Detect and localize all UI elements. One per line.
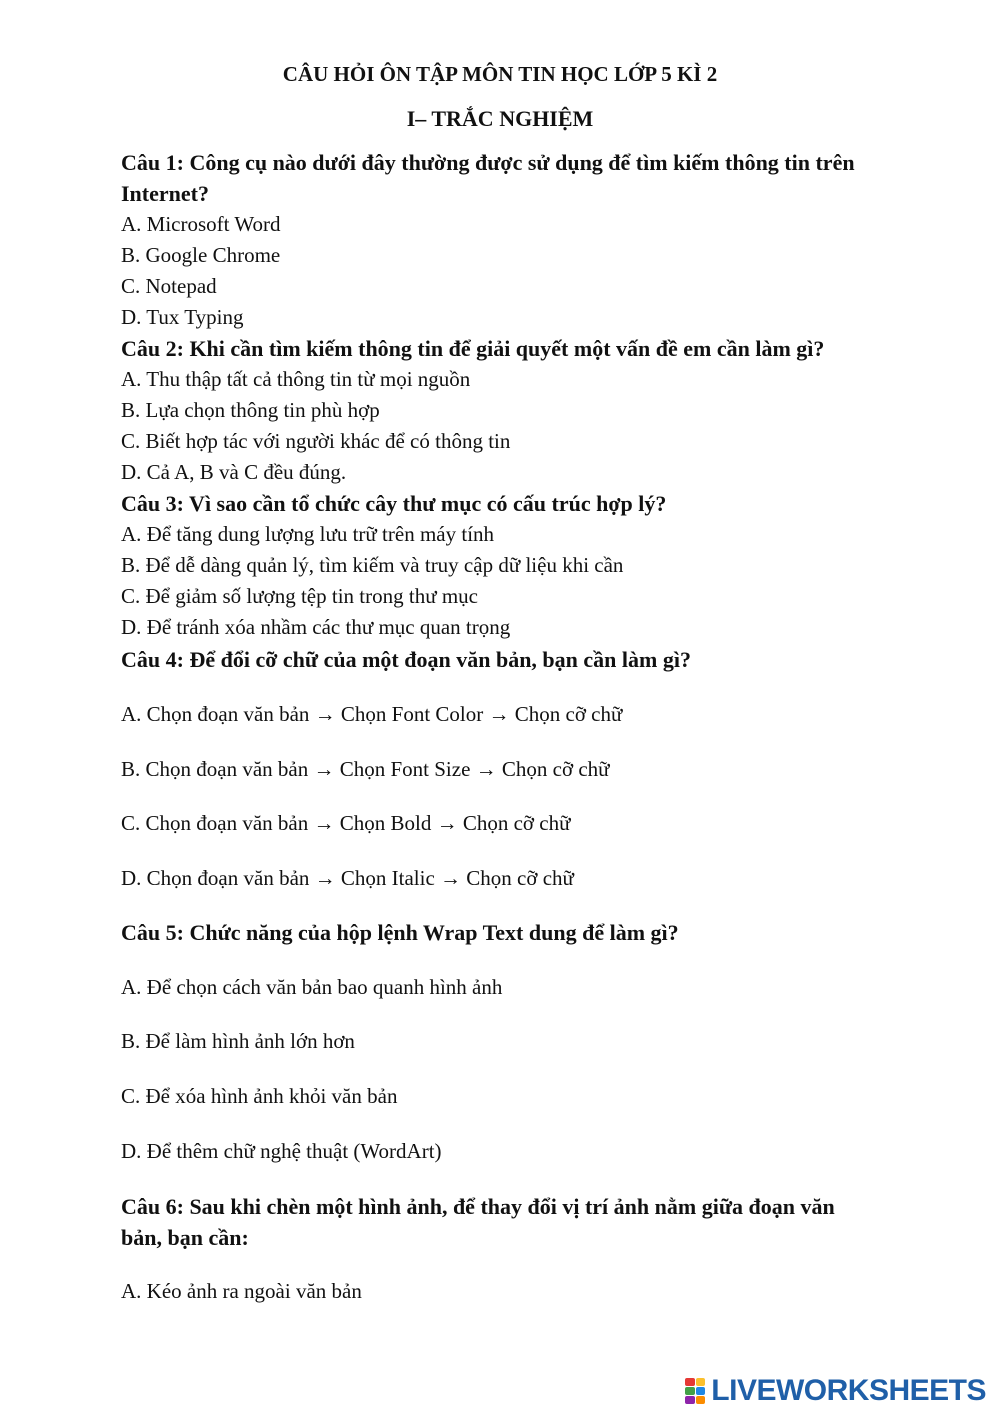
- question-4-option-b: B. Chọn đoạn văn bản → Chọn Font Size → Chọn cỡ chữ: [121, 757, 610, 781]
- question-2-option-d: D. Cả A, B và C đều đúng.: [121, 460, 347, 484]
- question-4-option-c: C. Chọn đoạn văn bản → Chọn Bold → Chọn cỡ chữ: [121, 811, 571, 835]
- question-3-option-c: C. Để giảm số lượng tệp tin trong thư mục: [121, 584, 478, 608]
- question-1-option-d: D. Tux Typing: [121, 305, 244, 329]
- question-1-line-1: Câu 1: Công cụ nào dưới đây thường được sử dụng để tìm kiếm thông tin trên: [121, 150, 855, 175]
- question-3-option-a: A. Để tăng dung lượng lưu trữ trên máy tính: [121, 522, 495, 546]
- question-5-option-b: B. Để làm hình ảnh lớn hơn: [121, 1029, 355, 1053]
- question-5-option-d: D. Để thêm chữ nghệ thuật (WordArt): [121, 1139, 442, 1163]
- question-3-option-d: D. Để tránh xóa nhầm các thư mục quan trọng: [121, 615, 511, 639]
- liveworksheets-logo: [685, 1374, 986, 1408]
- question-5-option-c: C. Để xóa hình ảnh khỏi văn bản: [121, 1084, 398, 1108]
- question-5-line-1: Câu 5: Chức năng của hộp lệnh Wrap Text dung để làm gì?: [121, 920, 679, 945]
- liveworksheets-logo-text: LIVEWORKSHEETS: [711, 1374, 986, 1407]
- question-6-option-a: A. Kéo ảnh ra ngoài văn bản: [121, 1279, 362, 1303]
- question-4-option-d: D. Chọn đoạn văn bản → Chọn Italic → Chọn cỡ chữ: [121, 866, 574, 890]
- question-2-line-1: Câu 2: Khi cần tìm kiếm thông tin để giải quyết một vấn đề em cần làm gì?: [121, 336, 825, 361]
- question-1-option-a: A. Microsoft Word: [121, 212, 281, 236]
- question-6-line-1: Câu 6: Sau khi chèn một hình ảnh, để thay đổi vị trí ảnh nằm giữa đoạn văn: [121, 1194, 835, 1219]
- question-6-line-2: bản, bạn cần:: [121, 1225, 249, 1250]
- question-1-line-2: Internet?: [121, 181, 209, 206]
- question-2-option-c: C. Biết hợp tác với người khác để có thông tin: [121, 429, 511, 453]
- page-title: CÂU HỎI ÔN TẬP MÔN TIN HỌC LỚP 5 KÌ 2: [282, 62, 718, 86]
- question-1-option-b: B. Google Chrome: [121, 243, 281, 267]
- question-4-option-a: A. Chọn đoạn văn bản → Chọn Font Color → Chọn cỡ chữ: [121, 702, 623, 726]
- question-4-line-1: Câu 4: Để đổi cỡ chữ của một đoạn văn bản, bạn cần làm gì?: [121, 647, 691, 672]
- question-3-option-b: B. Để dễ dàng quản lý, tìm kiếm và truy cập dữ liệu khi cần: [121, 553, 624, 577]
- question-1-option-c: C. Notepad: [121, 274, 217, 298]
- question-3-line-1: Câu 3: Vì sao cần tổ chức cây thư mục có cấu trúc hợp lý?: [121, 491, 667, 516]
- question-5-option-a: A. Để chọn cách văn bản bao quanh hình ảnh: [121, 975, 503, 999]
- section-heading: I– TRẮC NGHIỆM: [406, 106, 594, 131]
- liveworksheets-logo-icon: [685, 1378, 705, 1404]
- question-2-option-a: A. Thu thập tất cả thông tin từ mọi nguồn: [121, 367, 471, 391]
- question-2-option-b: B. Lựa chọn thông tin phù hợp: [121, 398, 380, 422]
